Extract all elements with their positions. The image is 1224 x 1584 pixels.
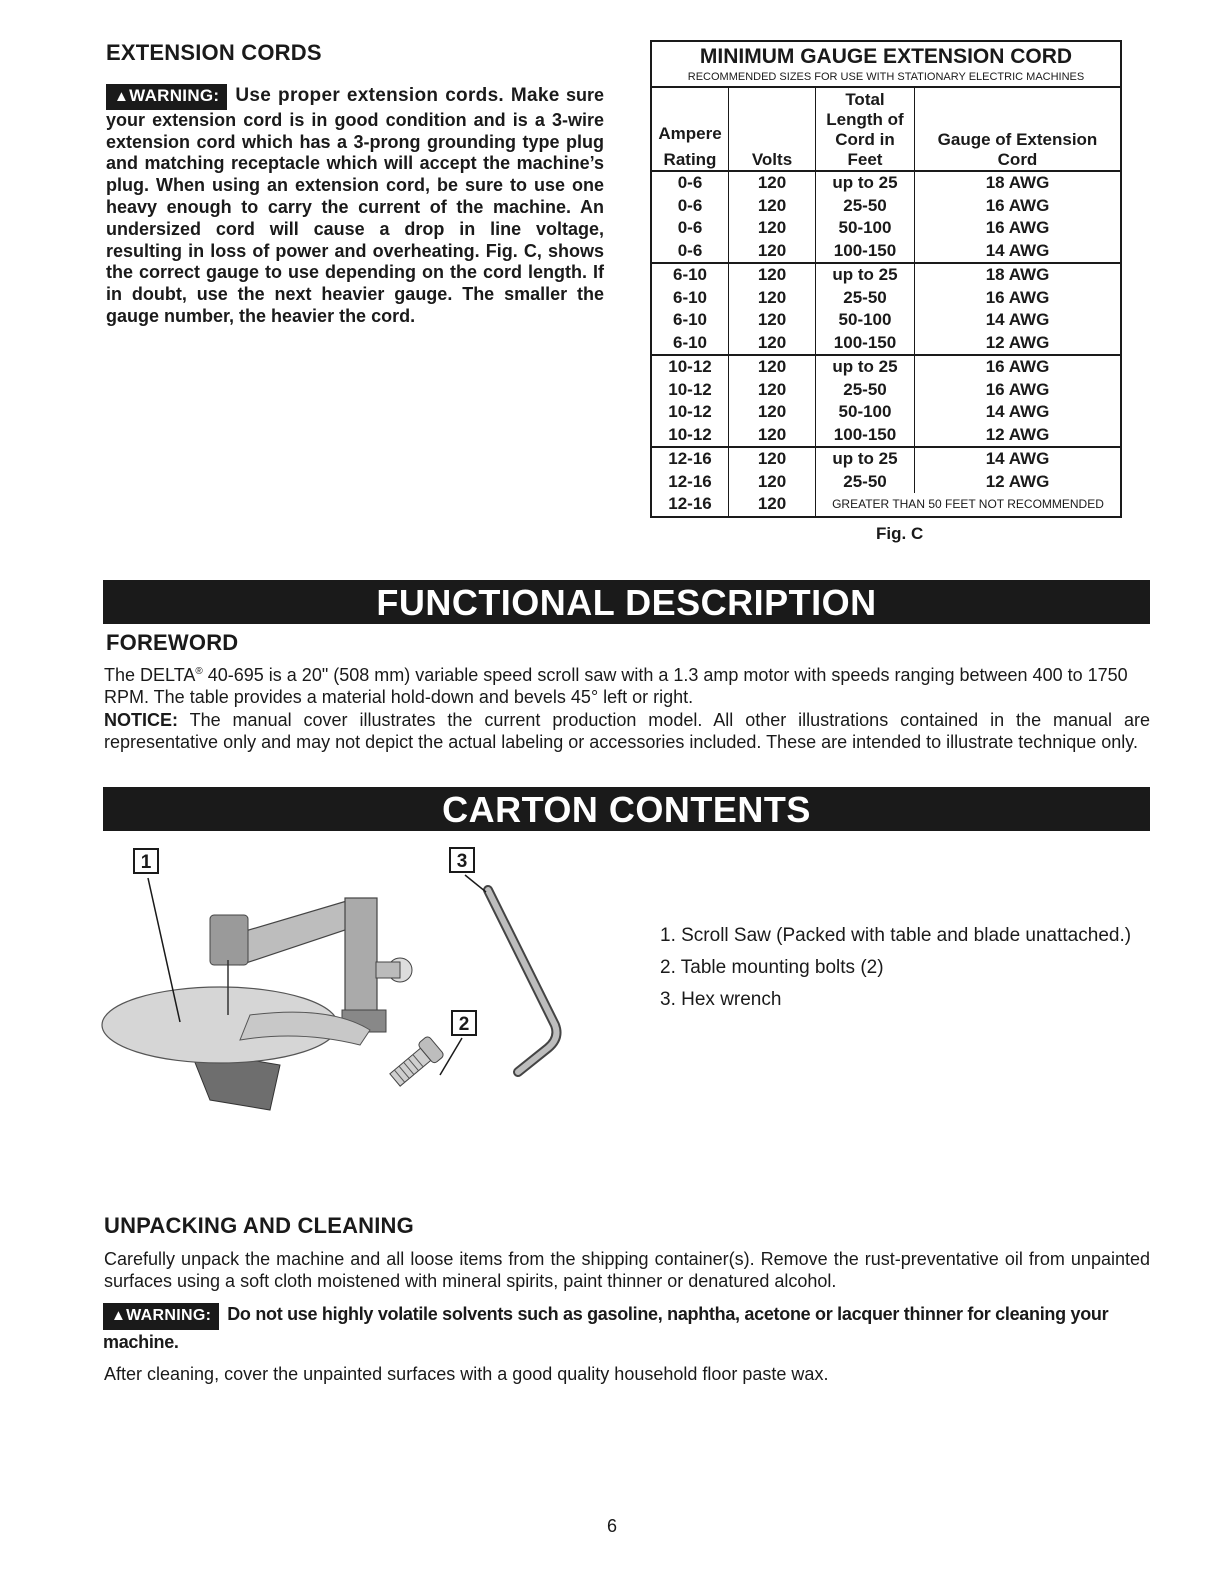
- carton-items-list: [660, 920, 1131, 1016]
- header-length: [816, 88, 915, 171]
- table-row: [652, 379, 1120, 402]
- table-cell-volts: 120: [729, 471, 816, 494]
- table-cell-amp: 10-12: [652, 424, 729, 448]
- warning-badge: [103, 1303, 219, 1330]
- foreword-heading: FOREWORD: [106, 630, 239, 655]
- table-cell-gauge: 12 AWG: [915, 424, 1121, 448]
- header-gauge-line1: Gauge of Extension: [937, 130, 1098, 149]
- table-cell-amp: 6-10: [652, 287, 729, 310]
- table-cell-amp: 6-10: [652, 309, 729, 332]
- table-cell-amp: 10-12: [652, 401, 729, 424]
- notice-label: NOTICE:: [104, 710, 178, 730]
- table-cell-length: 50-100: [816, 401, 915, 424]
- motor-housing: [376, 962, 400, 978]
- table-cell-length: up to 25: [816, 171, 915, 195]
- table-cell-amp: 10-12: [652, 379, 729, 402]
- table-cell-amp: 12-16: [652, 493, 729, 516]
- table-cell-length: 50-100: [816, 309, 915, 332]
- warning-lead: Use proper extension cords. Make: [235, 85, 560, 106]
- warning-triangle-icon: ▲: [111, 1307, 127, 1324]
- gauge-table-title: MINIMUM GAUGE EXTENSION CORD: [699, 45, 1073, 68]
- extension-cords-heading: EXTENSION CORDS: [106, 40, 322, 65]
- warning-body: sure your extension cord is in good condition and is a 3-wire extension cord which has a 3-prong grounding type plug and matching receptacle which will accept the machine’s plug. When using an extension cord, be sure to use one heavy enough to carry the current of the machine. An undersized cord will cause a drop in line voltage, resulting in loss of power and overheating. Fig. C, shows the correct gauge to use depending on the cord length. If in doubt, use the next heavier gauge. The smaller the gauge number, the heavier the cord.: [106, 85, 604, 326]
- table-cell-gauge: 16 AWG: [985, 195, 1050, 215]
- table-cell-gauge: 16 AWG: [985, 287, 1050, 307]
- table-cell-gauge: 18 AWG: [985, 265, 1050, 285]
- callout-1: 1: [133, 848, 159, 874]
- table-cell-volts: 120: [729, 355, 816, 379]
- table-cell-length: up to 25: [816, 447, 915, 471]
- table-row: [652, 287, 1120, 310]
- table-cell-volts: 120: [729, 195, 816, 218]
- table-cell-volts: 120: [729, 240, 816, 264]
- gauge-table-header: [652, 88, 1120, 171]
- callout-2: 2: [451, 1010, 477, 1036]
- table-cell-gauge: 12 AWG: [915, 332, 1121, 356]
- table-row: [652, 355, 1120, 379]
- header-volts: [729, 88, 816, 171]
- header-length-line3: Cord in: [835, 130, 895, 149]
- header-length-line2: Length of: [826, 110, 904, 129]
- table-cell-length: 50-100: [816, 217, 915, 240]
- table-cell-length: up to 25: [816, 355, 915, 379]
- table-cell-gauge: 16 AWG: [985, 357, 1050, 377]
- table-cell-volts: 120: [729, 401, 816, 424]
- unpacking-heading: UNPACKING AND CLEANING: [104, 1213, 414, 1238]
- table-row: [652, 171, 1120, 195]
- table-cell-length: 100-150: [816, 240, 915, 264]
- table-row: [652, 471, 1120, 494]
- list-item: 1. Scroll Saw (Packed with table and blade unattached.): [660, 925, 1132, 946]
- list-item: 3. Hex wrench: [660, 989, 782, 1010]
- foreword-post: 40-695 is a 20" (508 mm) variable speed scroll saw with a 1.3 amp motor with speeds ranging between 400 to 1750 RPM. The table provides a material hold-down and bevels 45° left or right.: [104, 665, 1128, 707]
- header-gauge-line2: Cord: [997, 150, 1038, 169]
- table-cell-gauge: 12 AWG: [985, 471, 1050, 491]
- scroll-saw-illustration: [100, 840, 580, 1130]
- table-cell-amp: 10-12: [652, 355, 729, 379]
- unpacking-warning-text: Do not use highly volatile solvents such as gasoline, naphtha, acetone or lacquer thinner for cleaning your machine.: [103, 1304, 1109, 1352]
- unpacking-warning: [103, 1302, 1150, 1354]
- foreword-text: [104, 661, 1150, 708]
- gauge-table-subtitle: RECOMMENDED SIZES FOR USE WITH STATIONARY ELECTRIC MACHINES: [652, 70, 1120, 88]
- warning-badge-label: WARNING:: [126, 1307, 212, 1324]
- callout-3-leader: [465, 875, 486, 892]
- header-length-line4: Feet: [847, 150, 883, 169]
- table-cell-length: 25-50: [816, 195, 915, 218]
- table-cell-gauge: 14 AWG: [985, 449, 1050, 469]
- table-cell-volts: 120: [729, 332, 816, 356]
- warning-badge-label: WARNING:: [129, 86, 220, 105]
- carton-illustration: [100, 840, 580, 1130]
- table-cell-amp: 12-16: [652, 447, 729, 471]
- mounting-bolt-illustration: [387, 1035, 445, 1090]
- warning-badge: [106, 84, 227, 110]
- carton-contents-banner: CARTON CONTENTS: [103, 787, 1150, 831]
- table-cell-volts: 120: [729, 217, 816, 240]
- table-cell-amp: 0-6: [652, 195, 729, 218]
- notice-paragraph: [104, 709, 1150, 753]
- table-cell-volts: 120: [729, 379, 816, 402]
- callout-3: 3: [449, 847, 475, 873]
- functional-description-banner: FUNCTIONAL DESCRIPTION: [103, 580, 1150, 624]
- table-cell-volts: 120: [729, 424, 816, 448]
- table-row: [652, 263, 1120, 287]
- table-row: [652, 424, 1120, 448]
- table-row: [652, 240, 1120, 264]
- table-cell-amp: 12-16: [652, 471, 729, 494]
- foreword-pre: The DELTA: [104, 665, 196, 685]
- table-cell-length: 25-50: [816, 287, 915, 310]
- table-cell-gauge: 14 AWG: [985, 402, 1050, 422]
- page-number: 6: [606, 1516, 617, 1536]
- table-row: [652, 401, 1120, 424]
- table-cell-gauge: 14 AWG: [985, 310, 1050, 330]
- table-cell-length: 100-150: [816, 332, 915, 356]
- header-volts-text: Volts: [751, 150, 793, 169]
- table-cell-gauge: 16 AWG: [985, 379, 1050, 399]
- table-cell-volts: 120: [729, 447, 816, 471]
- gauge-table-grid: [652, 88, 1120, 516]
- table-cell-length: up to 25: [816, 263, 915, 287]
- saw-rear-column: [345, 898, 377, 1028]
- table-row: [652, 309, 1120, 332]
- table-cell-gauge: 16 AWG: [985, 218, 1050, 238]
- notice-text: The manual cover illustrates the current production model. All other illustrations contained in the manual are representative only and may not depict the actual labeling or accessories included. These are intended to illustrate technique only.: [104, 710, 1150, 752]
- table-row: [652, 332, 1120, 356]
- gauge-table: [650, 40, 1122, 518]
- table-cell-length: 100-150: [816, 424, 915, 448]
- header-ampere-line2: Rating: [663, 150, 717, 169]
- unpacking-paragraph: Carefully unpack the machine and all loose items from the shipping container(s). Remove the rust-preventative oil from unpainted surfaces using a soft cloth moistened with mineral spirits, paint thinner or denatured alcohol.: [104, 1249, 1150, 1291]
- table-cell-amp: 6-10: [652, 263, 729, 287]
- header-ampere: [652, 88, 729, 171]
- table-cell-length: 25-50: [816, 379, 915, 402]
- table-cell-volts: 120: [729, 287, 816, 310]
- table-row: [652, 447, 1120, 471]
- warning-triangle-icon: ▲: [114, 88, 130, 105]
- table-row: [652, 195, 1120, 218]
- table-cell-length: 25-50: [816, 471, 915, 494]
- table-cell-volts: 120: [729, 263, 816, 287]
- table-cell-volts: 120: [729, 309, 816, 332]
- table-cell-amp: 0-6: [652, 240, 729, 264]
- table-cell-amp: 0-6: [652, 217, 729, 240]
- table-row: [652, 493, 1120, 516]
- extension-cords-warning: [106, 84, 604, 328]
- table-cell-gauge: 14 AWG: [915, 240, 1121, 264]
- table-row: [652, 217, 1120, 240]
- table-cell-note: GREATER THAN 50 FEET NOT RECOMMENDED: [832, 497, 1104, 512]
- header-gauge: [915, 88, 1121, 171]
- callout-2-leader: [440, 1038, 462, 1075]
- table-cell-amp: 0-6: [652, 171, 729, 195]
- table-cell-amp: 6-10: [652, 332, 729, 356]
- list-item: 2. Table mounting bolts (2): [660, 957, 884, 978]
- after-cleaning-paragraph: After cleaning, cover the unpainted surfaces with a good quality household floor paste wax.: [104, 1364, 829, 1384]
- fig-c-caption: Fig. C: [876, 524, 924, 543]
- table-cell-volts: 120: [729, 171, 816, 195]
- header-length-line1: Total: [845, 90, 885, 109]
- table-cell-volts: 120: [729, 493, 816, 516]
- table-cell-gauge: 18 AWG: [985, 173, 1050, 193]
- header-ampere-line1: Ampere: [658, 124, 722, 143]
- registered-mark: ®: [195, 666, 203, 677]
- saw-head: [210, 915, 248, 965]
